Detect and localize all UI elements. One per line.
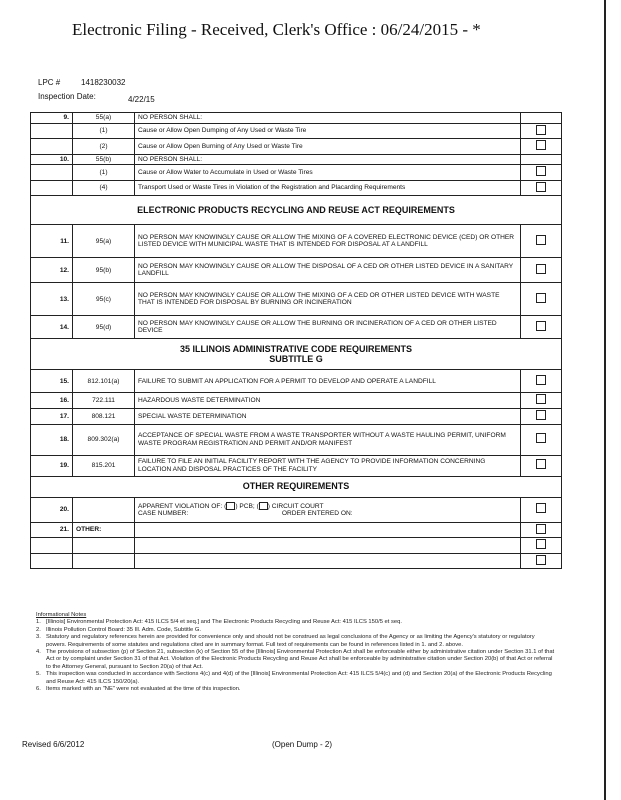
row-section: 95(c) xyxy=(73,283,135,316)
note-item: 6. Items marked with an "NE" were not evaluated at the time of this inspection. xyxy=(36,686,241,693)
row-number: 14. xyxy=(31,316,73,339)
row-number: 18. xyxy=(31,424,73,455)
row-description: Transport Used or Waste Tires in Violation of the Registration and Placarding Requirements xyxy=(135,180,521,196)
row-checkbox-cell xyxy=(521,455,562,476)
table-row xyxy=(31,165,562,181)
table-row xyxy=(31,154,562,165)
other-field[interactable] xyxy=(135,553,521,569)
row-checkbox-cell xyxy=(521,225,562,258)
row-description: NO PERSON SHALL: xyxy=(135,154,521,165)
violation-checkbox[interactable] xyxy=(536,166,546,176)
table-row xyxy=(31,522,562,538)
page-edge-line xyxy=(604,0,606,800)
row-checkbox-cell xyxy=(521,424,562,455)
informational-notes xyxy=(36,612,556,693)
row-number: 19. xyxy=(31,455,73,476)
admin-title: 35 ILLINOIS ADMINISTRATIVE CODE REQUIREMENTS xyxy=(179,344,413,355)
lpc-label: LPC # xyxy=(38,78,61,87)
table-row xyxy=(31,497,562,522)
violation-checkbox[interactable] xyxy=(536,433,546,443)
note-item: 4. The provisions of subsection (p) of Section 21, subsection (k) of Section 55 of the [Illinois] Environmental Protection Act shall be enforceable either by administrative citation under Section 31.1 of that Act or by complaint under Section 31 of that Act. Violation of the Electronic Products Recycling and Reuse Act shall be enforceable by administrative citation under Section 20(b) of that Act or referral to the Attorney General, pursuant to Section 20(a) of that Act. xyxy=(36,649,555,670)
row-checkbox-cell xyxy=(521,553,562,569)
row-section: 95(a) xyxy=(73,225,135,258)
row-section: 808.121 xyxy=(73,409,135,425)
row-number: 20. xyxy=(31,497,73,522)
circuit-court-label: CIRCUIT COURT xyxy=(271,502,324,510)
row-number xyxy=(31,139,73,155)
table-row xyxy=(31,113,562,124)
row-checkbox-cell xyxy=(521,123,562,139)
violation-checkbox[interactable] xyxy=(536,264,546,274)
row-section: 95(d) xyxy=(73,316,135,339)
row-number: 10. xyxy=(31,154,73,165)
other-field[interactable] xyxy=(135,522,521,538)
violation-checkbox[interactable] xyxy=(536,539,546,549)
row-description: SPECIAL WASTE DETERMINATION xyxy=(135,409,521,425)
violation-checkbox[interactable] xyxy=(536,459,546,469)
row-checkbox-cell xyxy=(521,180,562,196)
section-heading-other: OTHER REQUIREMENTS xyxy=(31,476,562,497)
pcb-label: PCB; xyxy=(239,502,255,510)
admin-subtitle: SUBTITLE G xyxy=(269,354,323,365)
table-row xyxy=(31,139,562,155)
row-number: 17. xyxy=(31,409,73,425)
table-row xyxy=(31,370,562,393)
row-checkbox-cell xyxy=(521,113,562,124)
table-row xyxy=(31,225,562,258)
violation-checkbox[interactable] xyxy=(536,524,546,534)
other-label: OTHER: xyxy=(73,522,135,538)
violation-checkbox[interactable] xyxy=(536,394,546,404)
row-section: (4) xyxy=(73,180,135,196)
pcb-checkbox[interactable] xyxy=(226,502,235,510)
row-checkbox-cell xyxy=(521,522,562,538)
section-heading-row xyxy=(31,476,562,497)
row-section: 95(b) xyxy=(73,258,135,283)
row-section xyxy=(73,497,135,522)
row-checkbox-cell xyxy=(521,139,562,155)
row-checkbox-cell xyxy=(521,393,562,409)
table-row xyxy=(31,409,562,425)
row-section: 815.201 xyxy=(73,455,135,476)
filing-stamp: Electronic Filing - Received, Clerk's Office : 06/24/2015 - * xyxy=(72,20,481,39)
row-number: 21. xyxy=(31,522,73,538)
row-checkbox-cell xyxy=(521,409,562,425)
table-row xyxy=(31,180,562,196)
table-row xyxy=(31,316,562,339)
row-description: Cause or Allow Open Burning of Any Used or Waste Tire xyxy=(135,139,521,155)
case-number-label: CASE NUMBER: xyxy=(138,510,189,517)
note-item: 3. Statutory and regulatory references herein are provided for convenience only and should not be construed as legal conclusions of the Agency or as limiting the Agency's statutory or regulatory powers. Requirements of some statutes and regulations cited are in summary format. Full text of requirements can be found in references listed in 1. and 2. above. xyxy=(36,634,535,648)
violation-checkbox[interactable] xyxy=(536,503,546,513)
row-section: (2) xyxy=(73,139,135,155)
table-row xyxy=(31,455,562,476)
violation-checkbox[interactable] xyxy=(536,293,546,303)
apparent-violation-label: APPARENT VIOLATION OF: xyxy=(138,502,223,510)
row-section: 55(b) xyxy=(73,154,135,165)
inspection-label: Inspection Date: xyxy=(38,92,96,101)
row-section: (1) xyxy=(73,165,135,181)
violation-checkbox[interactable] xyxy=(536,555,546,565)
violation-checkbox[interactable] xyxy=(536,125,546,135)
violation-checkbox[interactable] xyxy=(536,321,546,331)
row-checkbox-cell xyxy=(521,497,562,522)
inspection-value: 4/22/15 xyxy=(128,95,155,104)
row-checkbox-cell xyxy=(521,316,562,339)
note-item: 1. [Illinois] Environmental Protection Act: 415 ILCS 5/4 et seq.] and The Electronic Products Recycling and Reuse Act: 415 ILCS 150/5 et seq. xyxy=(36,619,402,626)
row-checkbox-cell xyxy=(521,538,562,554)
row-number: 13. xyxy=(31,283,73,316)
row-description: NO PERSON MAY KNOWINGLY CAUSE OR ALLOW THE MIXING OF A COVERED ELECTRONIC DEVICE (CED) OR OTHER LISTED DEVICE WITH MUNICIPAL WASTE THAT IS INTENDED FOR DISPOSAL AT A LANDFILL xyxy=(135,225,521,258)
violation-checkbox[interactable] xyxy=(536,182,546,192)
section-heading-row xyxy=(31,339,562,370)
table-row xyxy=(31,553,562,569)
row-checkbox-cell xyxy=(521,154,562,165)
row-description: HAZARDOUS WASTE DETERMINATION xyxy=(135,393,521,409)
requirements-table xyxy=(30,112,562,569)
row-description: Cause or Allow Water to Accumulate in Used or Waste Tires xyxy=(135,165,521,181)
note-item: 2. Illinois Pollution Control Board: 35 Ill. Adm. Code, Subtitle G. xyxy=(36,626,201,633)
row-section: 809.302(a) xyxy=(73,424,135,455)
row-description: NO PERSON MAY KNOWINGLY CAUSE OR ALLOW THE MIXING OF A CED OR OTHER LISTED DEVICE WITH WASTE THAT IS INTENDED FOR DISPOSAL BY BURNING OR INCINERATION xyxy=(135,283,521,316)
table-row xyxy=(31,258,562,283)
row-number: 15. xyxy=(31,370,73,393)
row-section: 55(a) xyxy=(73,113,135,124)
row-number: 9. xyxy=(31,113,73,124)
row-section: 812.101(a) xyxy=(73,370,135,393)
row-checkbox-cell xyxy=(521,370,562,393)
section-heading-row xyxy=(31,196,562,225)
other-field[interactable] xyxy=(135,538,521,554)
note-item: 5. This inspection was conducted in accordance with Sections 4(c) and 4(d) of the [Illinois] Environmental Protection Act: 415 ILCS 5/4(c) and (d) and Section 20(a) of the Electronic Products Recycling and Reuse Act: 415 ILCS 150/20(a). xyxy=(36,671,552,685)
table-row xyxy=(31,283,562,316)
table-row xyxy=(31,123,562,139)
row-number: 12. xyxy=(31,258,73,283)
table-row xyxy=(31,538,562,554)
page-label: (Open Dump - 2) xyxy=(272,740,333,749)
row-description: NO PERSON SHALL: xyxy=(135,113,521,124)
violation-checkbox[interactable] xyxy=(536,375,546,385)
violation-checkbox[interactable] xyxy=(536,140,546,150)
order-entered-label: ORDER ENTERED ON: xyxy=(281,510,353,517)
row-number xyxy=(31,180,73,196)
row-number xyxy=(31,165,73,181)
row-description: NO PERSON MAY KNOWINGLY CAUSE OR ALLOW THE BURNING OR INCINERATION OF A CED OR OTHER LISTED DEVICE xyxy=(135,316,521,339)
table-row xyxy=(31,424,562,455)
violation-checkbox[interactable] xyxy=(536,235,546,245)
row-description: APPARENT VIOLATION OF: ( ) PCB; ( ) CIRCUIT COURT CASE NUMBER: ORDER ENTERED ON: xyxy=(135,497,521,522)
row-description: Cause or Allow Open Dumping of Any Used or Waste Tire xyxy=(135,123,521,139)
row-description: ACCEPTANCE OF SPECIAL WASTE FROM A WASTE TRANSPORTER WITHOUT A WASTE HAULING PERMIT, UNIFORM WASTE PROGRAM REGISTRATION AND PERMIT AND/OR MANIFEST xyxy=(135,424,521,455)
row-checkbox-cell xyxy=(521,165,562,181)
violation-checkbox[interactable] xyxy=(536,410,546,420)
section-heading-admin xyxy=(31,339,562,370)
row-description: FAILURE TO FILE AN INITIAL FACILITY REPORT WITH THE AGENCY TO PROVIDE INFORMATION CONCERNING LOCATION AND DISPOSAL PRACTICES OF THE FACILITY xyxy=(135,455,521,476)
table-row xyxy=(31,393,562,409)
row-description: NO PERSON MAY KNOWINGLY CAUSE OR ALLOW THE DISPOSAL OF A CED OR OTHER LISTED DEVICE IN A SANITARY LANDFILL xyxy=(135,258,521,283)
notes-heading: Informational Notes xyxy=(36,612,87,618)
row-description: FAILURE TO SUBMIT AN APPLICATION FOR A PERMIT TO DEVELOP AND OPERATE A LANDFILL xyxy=(135,370,521,393)
row-checkbox-cell xyxy=(521,283,562,316)
row-number: 11. xyxy=(31,225,73,258)
row-checkbox-cell xyxy=(521,258,562,283)
row-number xyxy=(31,123,73,139)
revised-date: Revised 6/6/2012 xyxy=(22,740,85,749)
row-number: 16. xyxy=(31,393,73,409)
row-section: 722.111 xyxy=(73,393,135,409)
lpc-value: 1418230032 xyxy=(81,78,126,87)
section-heading-electronic: ELECTRONIC PRODUCTS RECYCLING AND REUSE ACT REQUIREMENTS xyxy=(31,196,562,225)
circuit-court-checkbox[interactable] xyxy=(259,502,268,510)
row-section: (1) xyxy=(73,123,135,139)
